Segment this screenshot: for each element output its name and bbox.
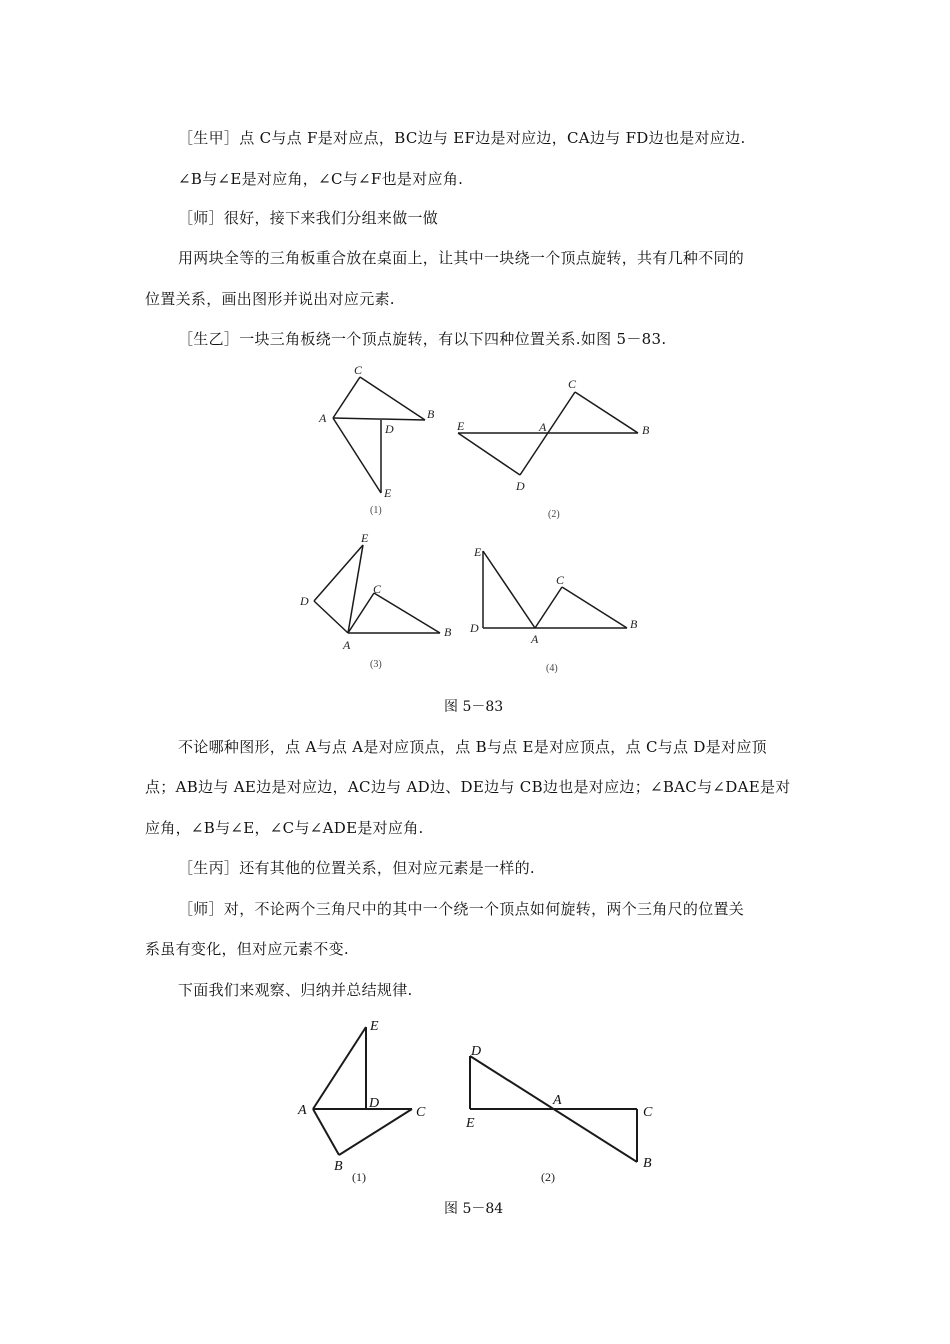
subfigure-label: (1) <box>370 505 382 516</box>
point-label: D <box>385 422 394 436</box>
figure-584-caption: 图 5－84 <box>444 1201 504 1217</box>
subfigure-label: (4) <box>546 663 558 674</box>
point-label: A <box>343 638 351 652</box>
paragraph-9: 应角，∠B与∠E，∠C与∠ADE是对应角. <box>145 819 424 837</box>
point-label: C <box>556 573 565 587</box>
paragraph-6: ［生乙］一块三角板绕一个顶点旋转，有以下四种位置关系.如图 5－83. <box>178 330 667 348</box>
point-label: C <box>416 1105 426 1120</box>
point-label: B <box>630 617 638 631</box>
subfigure-label: (3) <box>370 659 382 670</box>
figure-583-2-diagram <box>458 392 638 475</box>
paragraph-8: 点；AB边与 AE边是对应边，AC边与 AD边、DE边与 CB边也是对应边；∠BAC与∠DAE是对 <box>145 778 791 796</box>
point-label: B <box>642 423 650 437</box>
point-label: E <box>370 1019 379 1034</box>
point-label: B <box>643 1156 652 1171</box>
point-label: A <box>298 1103 307 1118</box>
paragraph-5: 位置关系，画出图形并说出对应元素. <box>145 290 395 308</box>
figure-583-4-diagram <box>483 551 627 628</box>
figure-583-caption: 图 5－83 <box>444 699 504 715</box>
paragraph-2: ∠B与∠E是对应角，∠C与∠F也是对应角. <box>178 170 464 188</box>
paragraph-10: ［生丙］还有其他的位置关系，但对应元素是一样的. <box>178 859 535 877</box>
point-label: E <box>384 486 392 500</box>
point-label: A <box>553 1093 562 1108</box>
point-label: B <box>444 625 452 639</box>
point-label: E <box>457 419 465 433</box>
point-label: E <box>361 531 369 545</box>
point-label: D <box>516 479 525 493</box>
paragraph-7: 不论哪种图形，点 A与点 A是对应顶点，点 B与点 E是对应顶点，点 C与点 D是对应顶 <box>178 738 767 756</box>
point-label: C <box>373 582 382 596</box>
point-label: C <box>568 377 577 391</box>
point-label: D <box>300 594 309 608</box>
figure-584-2-diagram <box>470 1056 637 1162</box>
point-label: A <box>539 420 547 434</box>
point-label: B <box>427 407 435 421</box>
point-label: D <box>470 621 479 635</box>
point-label: E <box>466 1116 475 1131</box>
point-label: C <box>354 363 363 377</box>
point-label: D <box>369 1096 380 1111</box>
point-label: A <box>531 632 539 646</box>
paragraph-12: 系虽有变化，但对应元素不变. <box>145 940 349 958</box>
figure-583-1-diagram <box>333 377 425 493</box>
point-label: D <box>471 1044 482 1059</box>
figure-584-1-diagram <box>313 1027 412 1155</box>
point-label: C <box>643 1105 653 1120</box>
paragraph-1: ［生甲］点 C与点 F是对应点，BC边与 EF边是对应边，CA边与 FD边也是对应边. <box>178 129 746 147</box>
subfigure-label: (2) <box>548 509 560 520</box>
paragraph-13: 下面我们来观察、归纳并总结规律. <box>178 981 413 999</box>
paragraph-3: ［师］很好，接下来我们分组来做一做 <box>178 209 439 227</box>
point-label: B <box>334 1159 343 1174</box>
subfigure-label: (1) <box>352 1170 366 1184</box>
point-label: A <box>319 411 327 425</box>
subfigure-label: (2) <box>541 1170 555 1184</box>
paragraph-4: 用两块全等的三角板重合放在桌面上，让其中一块绕一个顶点旋转，共有几种不同的 <box>178 249 745 267</box>
paragraph-11: ［师］对，不论两个三角尺中的其中一个绕一个顶点如何旋转，两个三角尺的位置关 <box>178 900 745 918</box>
point-label: E <box>474 545 482 559</box>
